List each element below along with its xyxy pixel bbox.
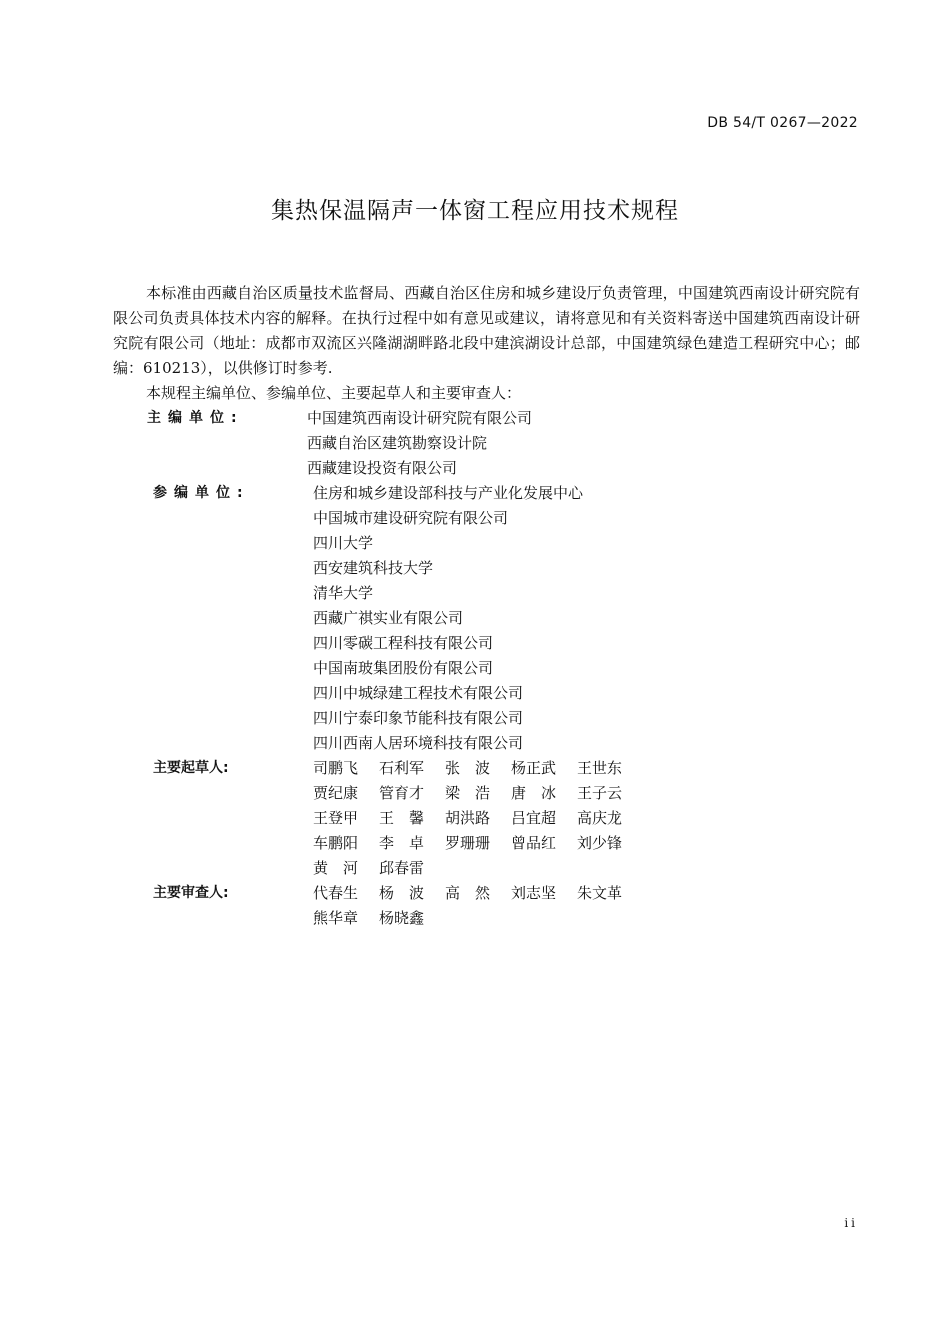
people-line xyxy=(313,831,860,856)
people-line xyxy=(313,906,860,931)
people-line xyxy=(313,856,860,881)
list-item: 西藏广祺实业有限公司 xyxy=(313,609,464,627)
list-item: 住房和城乡建设部科技与产业化发展中心 xyxy=(313,484,584,502)
person-name: 杨晓鑫 xyxy=(379,909,425,927)
person-name: 刘少锋 xyxy=(577,834,623,852)
person-name: 李 卓 xyxy=(379,834,425,852)
list-item: 四川大学 xyxy=(313,534,374,552)
document-code: DB 54/T 0267—2022 xyxy=(707,115,858,131)
person-name: 刘志坚 xyxy=(511,884,557,902)
person-name: 熊华章 xyxy=(313,909,359,927)
person-name: 邱春雷 xyxy=(379,859,425,877)
people-line xyxy=(313,806,860,831)
reviewers-section xyxy=(113,881,860,931)
person-name: 王世东 xyxy=(577,759,623,777)
person-name: 朱文革 xyxy=(577,884,623,902)
people-line xyxy=(313,756,860,781)
drafters-list xyxy=(313,756,860,881)
list-item: 四川中城绿建工程技术有限公司 xyxy=(313,684,524,702)
person-name: 罗珊珊 xyxy=(445,834,491,852)
list-item: 西安建筑科技大学 xyxy=(313,559,434,577)
participating-units-list xyxy=(313,481,860,756)
person-name: 唐 冰 xyxy=(511,784,557,802)
person-name: 杨正武 xyxy=(511,759,557,777)
participating-units-section xyxy=(113,481,860,756)
people-line xyxy=(313,781,860,806)
person-name: 石利军 xyxy=(379,759,425,777)
person-name: 高庆龙 xyxy=(577,809,623,827)
drafters-label: 主要起草人: xyxy=(153,760,229,776)
person-name: 张 波 xyxy=(445,759,491,777)
chief-units-label: 主编单位: xyxy=(147,410,244,426)
person-name: 管育才 xyxy=(379,784,425,802)
list-item: 四川宁泰印象节能科技有限公司 xyxy=(313,709,524,727)
list-item: 西藏自治区建筑勘察设计院 xyxy=(307,434,488,452)
document-body xyxy=(113,281,860,931)
person-name: 胡洪路 xyxy=(445,809,491,827)
people-line xyxy=(313,881,860,906)
person-name: 杨 波 xyxy=(379,884,425,902)
list-item: 中国城市建设研究院有限公司 xyxy=(313,509,509,527)
person-name: 梁 浩 xyxy=(445,784,491,802)
person-name: 代春生 xyxy=(313,884,359,902)
person-name: 黄 河 xyxy=(313,859,359,877)
person-name: 车鹏阳 xyxy=(313,834,359,852)
person-name: 贾纪康 xyxy=(313,784,359,802)
list-item: 中国建筑西南设计研究院有限公司 xyxy=(307,409,533,427)
list-item: 四川零碳工程科技有限公司 xyxy=(313,634,494,652)
person-name: 王 馨 xyxy=(379,809,425,827)
person-name: 王登甲 xyxy=(313,809,359,827)
responsibility-paragraph: 本标准由西藏自治区质量技术监督局、西藏自治区住房和城乡建设厅负责管理，中国建筑西南设计研究院有限公司负责具体技术内容的解释。在执行过程中如有意见或建议，请将意见和有关资料寄送中国建筑西南设计研究院有限公司（地址：成都市双流区兴隆湖湖畔路北段中建滨湖设计总部，中国建筑绿色建造工程研究中心；邮编：610213），以供修订时参考. xyxy=(113,284,860,377)
page-number: ii xyxy=(844,1216,858,1230)
person-name: 吕宜超 xyxy=(511,809,557,827)
reviewers-list xyxy=(313,881,860,931)
person-name: 司鹏飞 xyxy=(313,759,359,777)
list-item: 中国南玻集团股份有限公司 xyxy=(313,659,494,677)
list-item: 四川西南人居环境科技有限公司 xyxy=(313,734,524,752)
person-name: 曾品红 xyxy=(511,834,557,852)
contributors-intro: 本规程主编单位、参编单位、主要起草人和主要审查人： xyxy=(146,384,522,402)
person-name: 王子云 xyxy=(577,784,623,802)
person-name: 高 然 xyxy=(445,884,491,902)
list-item: 西藏建设投资有限公司 xyxy=(307,459,458,477)
reviewers-label: 主要审查人: xyxy=(153,885,229,901)
chief-units-list xyxy=(307,406,860,481)
participating-units-label: 参编单位: xyxy=(153,485,250,501)
list-item: 清华大学 xyxy=(313,584,374,602)
page-title: 集热保温隔声一体窗工程应用技术规程 xyxy=(271,198,679,224)
drafters-section xyxy=(113,756,860,881)
chief-units-section xyxy=(113,406,860,481)
